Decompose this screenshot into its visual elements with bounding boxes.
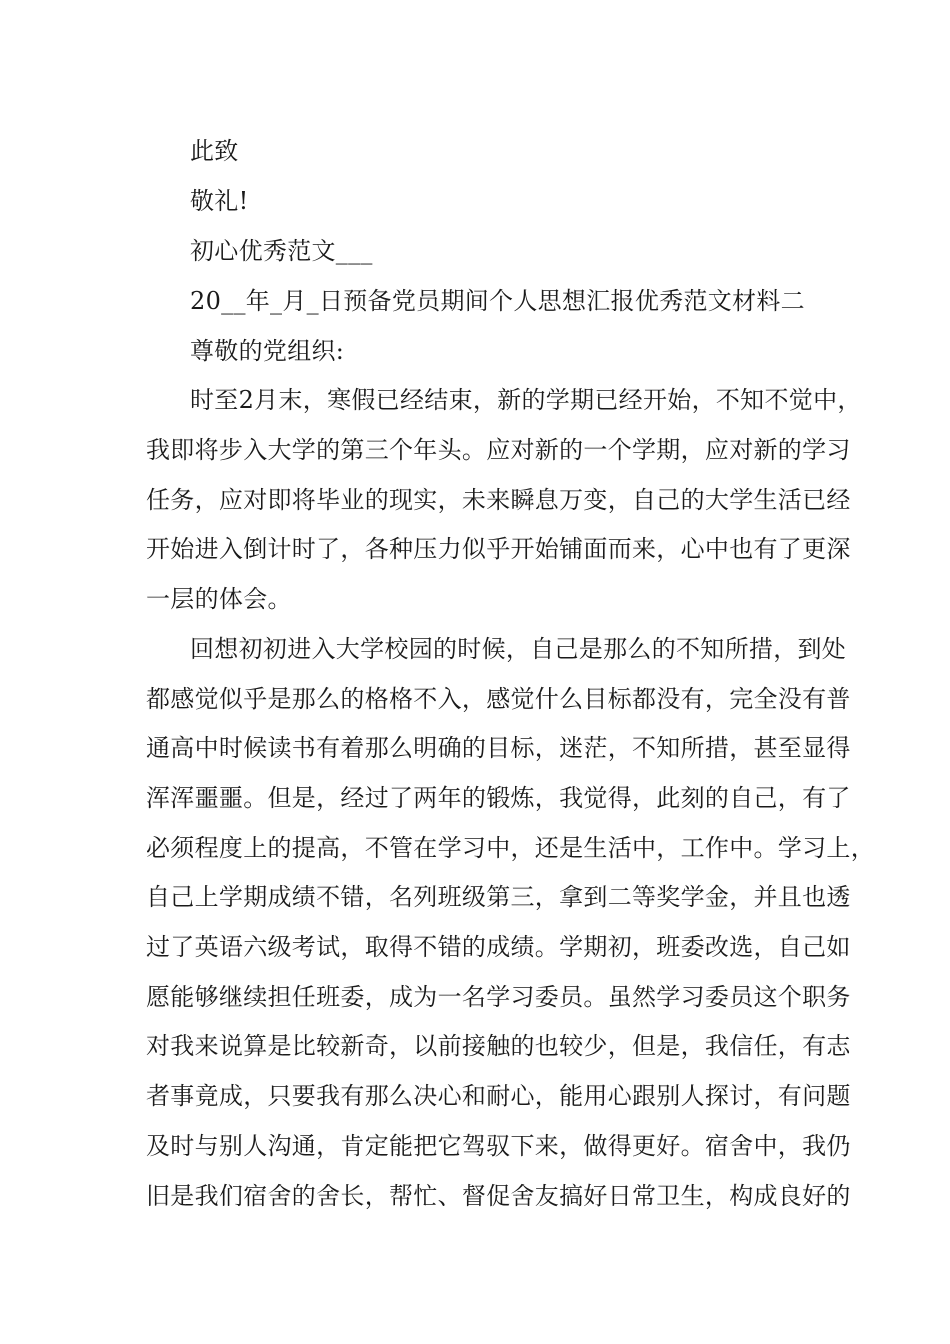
document-title-line: 20__年_月_日预备党员期间个人思想汇报优秀范文材料二: [190, 287, 805, 315]
paragraph-2-line: 旧是我们宿舍的舍长，帮忙、督促舍友搞好日常卫生，构成良好的: [146, 1182, 851, 1210]
salutation-line-1: 此致: [190, 137, 239, 165]
paragraph-2-line: 浑浑噩噩。但是，经过了两年的锻炼，我觉得，此刻的自己，有了: [146, 784, 851, 812]
paragraph-1-line: 任务，应对即将毕业的现实，未来瞬息万变，自己的大学生活已经: [146, 486, 851, 514]
paragraph-1-line: 我即将步入大学的第三个年头。应对新的一个学期，应对新的学习: [146, 436, 851, 464]
paragraph-1-line: 一层的体会。: [146, 585, 292, 613]
salutation-line-2: 敬礼!: [190, 187, 249, 215]
paragraph-2-line: 者事竟成，只要我有那么决心和耐心，能用心跟别人探讨，有问题: [146, 1082, 851, 1110]
paragraph-2-line: 通高中时候读书有着那么明确的目标，迷茫，不知所措，甚至显得: [146, 734, 851, 762]
paragraph-2-line: 对我来说算是比较新奇，以前接触的也较少，但是，我信任，有志: [146, 1032, 851, 1060]
paragraph-2-line: 必须程度上的提高，不管在学习中，还是生活中，工作中。学习上，: [146, 834, 875, 862]
paragraph-2-line: 自己上学期成绩不错，名列班级第三，拿到二等奖学金，并且也透: [146, 883, 851, 911]
paragraph-1-line: 开始进入倒计时了，各种压力似乎开始铺面而来，心中也有了更深: [146, 535, 851, 563]
paragraph-2-line: 都感觉似乎是那么的格格不入，感觉什么目标都没有，完全没有普: [146, 685, 851, 713]
greeting-line: 尊敬的党组织:: [190, 337, 345, 365]
paragraph-2-line: 回想初初进入大学校园的时候，自己是那么的不知所措，到处: [190, 635, 847, 663]
paragraph-2-line: 过了英语六级考试，取得不错的成绩。学期初，班委改选，自己如: [146, 933, 851, 961]
paragraph-2-line: 愿能够继续担任班委，成为一名学习委员。虽然学习委员这个职务: [146, 983, 851, 1011]
paragraph-1-line: 时至2月末，寒假已经结束，新的学期已经开始，不知不觉中，: [190, 386, 862, 414]
signature-line: 初心优秀范文___: [190, 237, 373, 265]
paragraph-2-line: 及时与别人沟通，肯定能把它驾驭下来，做得更好。宿舍中，我仍: [146, 1132, 851, 1160]
